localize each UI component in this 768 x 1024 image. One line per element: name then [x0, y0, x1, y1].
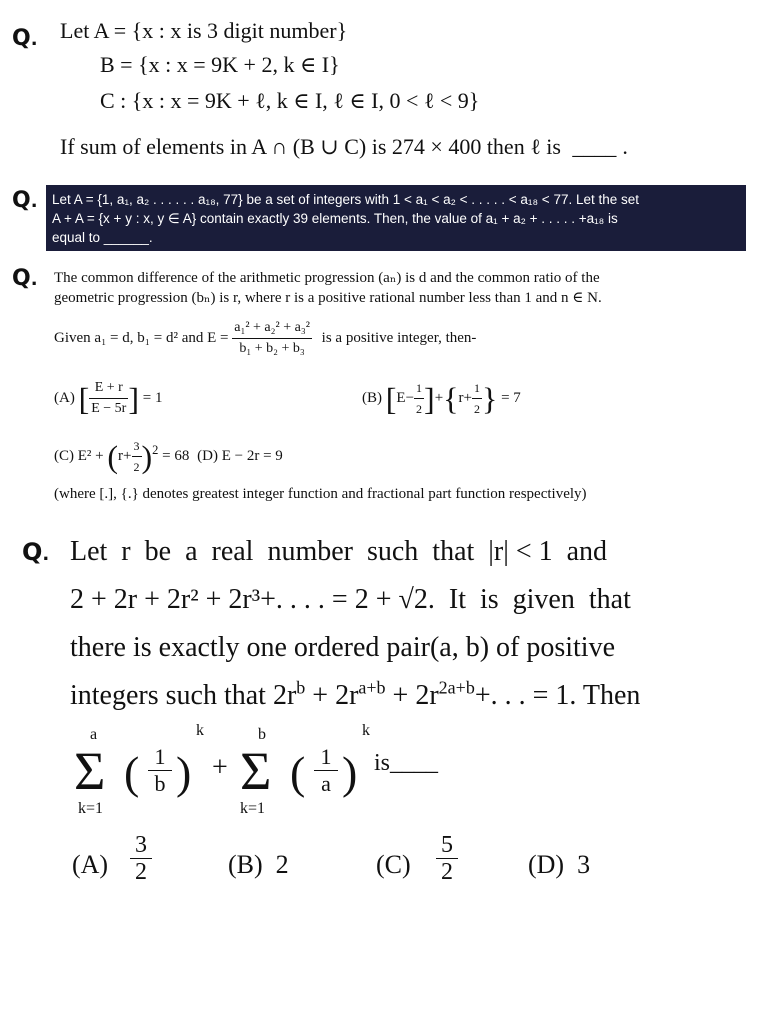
- q3-option-c-label: (C): [54, 447, 74, 464]
- q4-sum1-top: a: [90, 726, 98, 743]
- q3-note: (where [.], {.} denotes greatest integer function and fractional part function respectively): [54, 486, 587, 502]
- q3-line-2: geometric progression (bₙ) is r, where r is a positive rational number less than 1 and n ∈ N.: [54, 290, 602, 306]
- q3-option-c-d: (C) E² + (r+ $\frac{3}{2}$ )$^2$ = 68 (D) E − 2r = 9: [54, 436, 283, 477]
- q4-plus: +: [212, 752, 228, 783]
- q3-option-a: (A) [ $\frac{E + r}{E - 5r}$ ] = 1: [54, 378, 162, 419]
- q3-option-a-label: (A): [54, 389, 75, 406]
- q4-option-c-label: (C): [376, 850, 411, 879]
- q4-line-4-prefix: integers such that 2r: [70, 680, 297, 711]
- question-marker-1: Q.: [12, 26, 38, 51]
- q1-set-b: B = {x : x = 9K + 2, k ∈ I}: [100, 52, 340, 77]
- q3-option-b-label: (B): [362, 389, 382, 406]
- q4-sigma-1: Σ: [74, 741, 106, 801]
- q1-end: .: [622, 134, 628, 159]
- q3-option-b: (B) [E− $\frac{1}{2}$ ]+{r+ $\frac{1}{2}$ } = 7: [362, 378, 521, 419]
- q2-line-1: Let A = {1, a₁, a₂ . . . . . . a₁₈, 77} be a set of integers with 1 < a₁ < a₂ < . . . . . < a₁₈ < 77. Let the set: [52, 192, 639, 207]
- question-marker-2: Q.: [12, 188, 38, 213]
- q4-line-4-mid2: + 2r: [385, 680, 439, 711]
- q3-option-a-fraction: [89, 378, 128, 419]
- q4-frac-1a: 1 a: [314, 744, 338, 797]
- q3-e-numerator: a₁² + a₂² + a₃²: [232, 318, 312, 339]
- q3-given-suffix: is a positive integer, then-: [321, 329, 477, 346]
- q2-text: [52, 190, 742, 247]
- q4-line-4-mid: + 2r: [305, 680, 359, 711]
- q4-sum2-bottom: k=1: [240, 800, 266, 817]
- q3-e-fraction: [232, 318, 312, 359]
- q4-sum2-top: b: [258, 726, 266, 743]
- q3-e-denominator: b₁ + b₂ + b₃: [239, 341, 305, 356]
- q4-option-a-num: 3: [130, 832, 152, 859]
- q4-line-1: Let r be a real number such that |r| < 1 and: [70, 536, 608, 567]
- question-marker-4: Q.: [22, 538, 50, 566]
- q4-exp-k-2: k: [362, 722, 370, 739]
- q4-sum1-bottom: k=1: [78, 800, 104, 817]
- q4-line-4: [70, 672, 750, 720]
- q4-paren-open-1: (: [124, 747, 140, 798]
- q2-line-3: equal to ______.: [52, 230, 153, 245]
- q4-line-4-suffix: +. . . = 1. Then: [474, 680, 641, 711]
- q1-question-text: If sum of elements in A ∩ (B ∪ C) is 274 × 400 then ℓ is: [60, 134, 561, 159]
- q4-line-2: 2 + 2r + 2r² + 2r³+. . . . = 2 + √2. It is given that: [70, 584, 631, 615]
- q4-option-c-den: 2: [441, 859, 453, 885]
- q3-option-a-num: E + r: [89, 378, 128, 399]
- q3-option-a-value: = 1: [142, 389, 163, 406]
- q2-line-2: A + A = {x + y : x, y ∈ A} contain exactly 39 elements. Then, the value of a₁ + a₂ + . . . . . +a₁₈ is: [52, 211, 618, 226]
- q3-given-prefix: Given a₁ = d, b₁ = d² and E =: [54, 329, 229, 346]
- q1-question: [60, 134, 628, 160]
- q3-option-d: (D) E − 2r = 9: [197, 447, 283, 464]
- q4-option-a-den: 2: [135, 859, 147, 885]
- q4-exp-k-1: k: [196, 722, 204, 739]
- q4-line-3: there is exactly one ordered pair(a, b) of positive: [70, 632, 616, 663]
- q4-option-a-label: (A): [72, 850, 109, 879]
- q4-exp-ab: a+b: [358, 677, 386, 698]
- q4-exp-2ab: 2a+b: [438, 677, 475, 698]
- q4-is-blank: is____: [374, 750, 439, 776]
- q4-paren-close-2: ): [342, 747, 358, 798]
- q4-option-c-fraction: [436, 832, 458, 885]
- q3-option-a-den: E − 5r: [91, 401, 127, 416]
- q4-statement: [70, 528, 750, 720]
- question-marker-3: Q.: [12, 266, 38, 291]
- q1-blank: ____: [572, 134, 617, 159]
- q1-set-c: C : {x : x = 9K + ℓ, k ∈ I, ℓ ∈ I, 0 < ℓ < 9}: [100, 88, 480, 113]
- q4-exp-b: b: [296, 677, 306, 698]
- q4-option-a-fraction: [130, 832, 152, 885]
- q3-option-b-value: = 7: [501, 389, 521, 406]
- q4-sigma-2: Σ: [240, 741, 272, 801]
- q4-option-b: (B) 2: [228, 850, 289, 879]
- q3-statement: [54, 268, 754, 308]
- q3-option-c-value: = 68: [162, 447, 190, 464]
- q4-paren-open-2: (: [290, 747, 306, 798]
- q3-line-1: The common difference of the arithmetic progression (aₙ) is d and the common ratio of the: [54, 270, 600, 286]
- q4-paren-close-1: ): [176, 747, 192, 798]
- q4-option-d: (D) 3: [528, 850, 591, 879]
- q4-frac-1b: 1 b: [148, 744, 172, 797]
- q3-given: [54, 318, 476, 359]
- q4-option-c-num: 5: [436, 832, 458, 859]
- q1-set-a: Let A = {x : x is 3 digit number}: [60, 18, 348, 43]
